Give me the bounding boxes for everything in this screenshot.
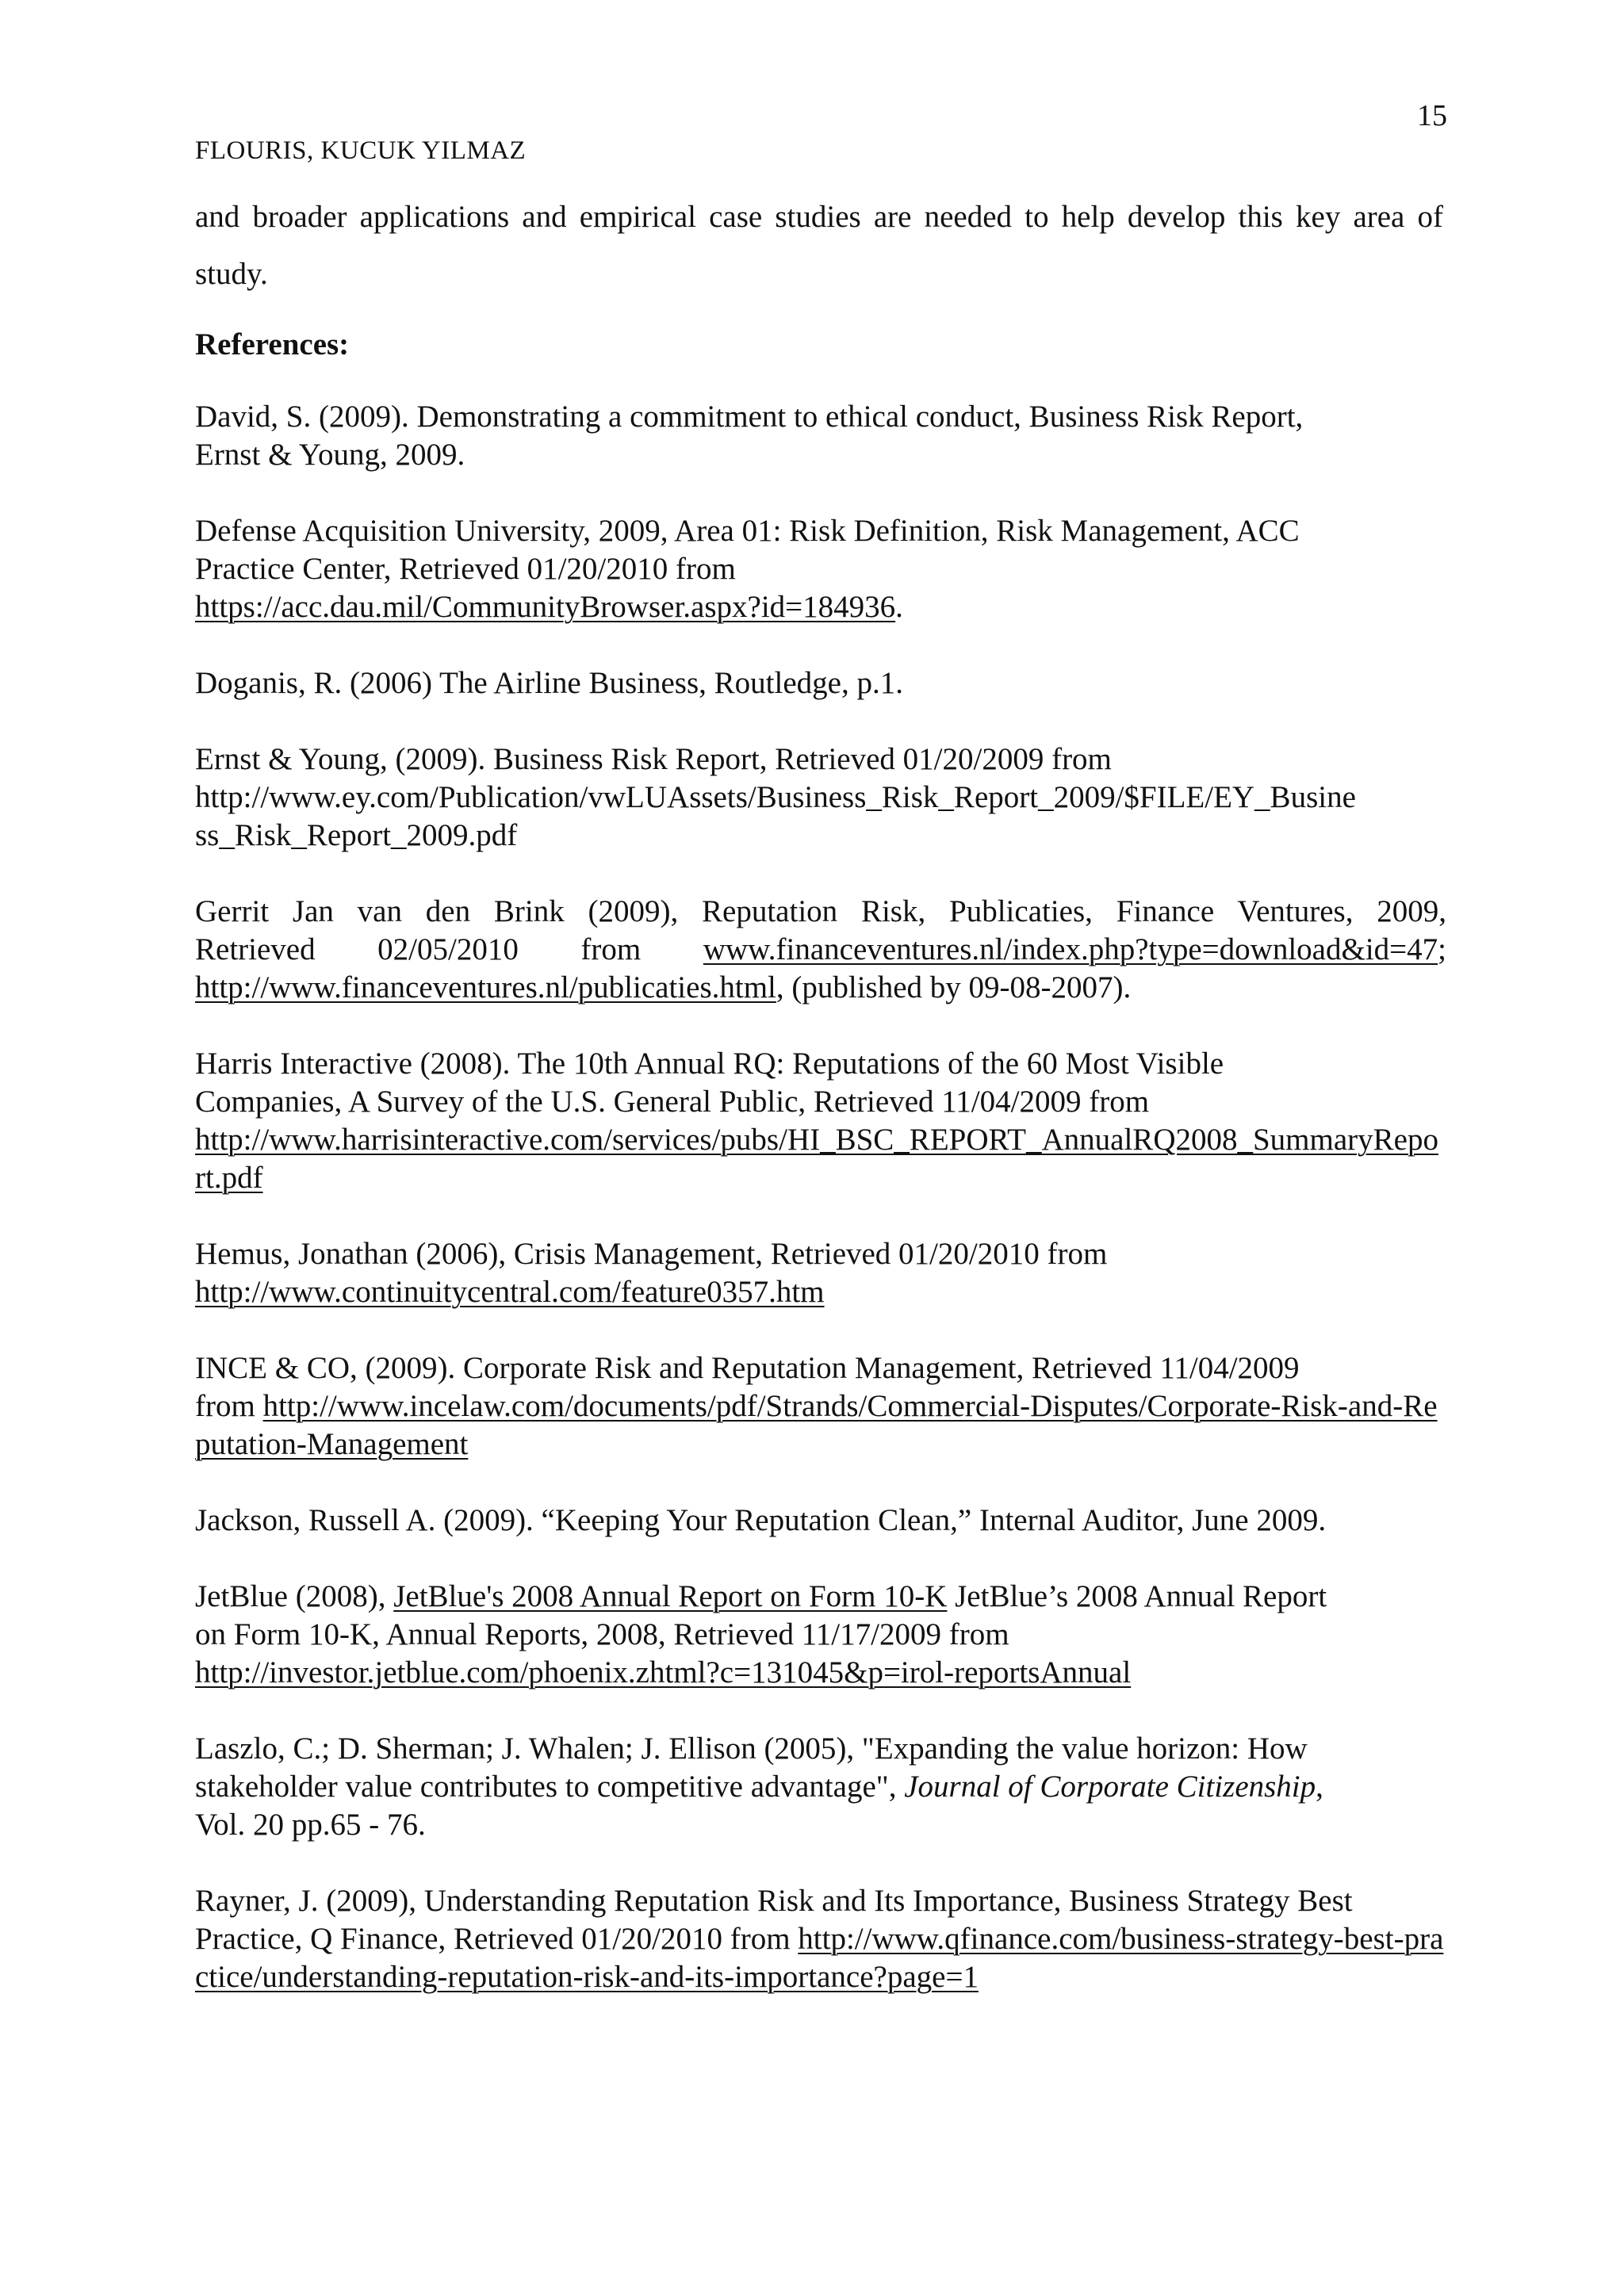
references-heading: References: (195, 327, 350, 362)
reference-brink-sep: ; (1438, 932, 1446, 966)
intro-paragraph: and broader applications and empirical case studies are needed to help develop this key area of study. (195, 200, 1443, 291)
reference-jetblue-link2[interactable]: http://investor.jetblue.com/phoenix.zhtml?c=131045&p=irol-reportsAnnual (195, 1655, 1132, 1689)
reference-brink-link2[interactable]: http://www.financeventures.nl/publicaties.html (195, 970, 776, 1004)
reference-ince (195, 1349, 1446, 1464)
reference-ince-link[interactable]: http://www.incelaw.com/documents/pdf/Strands/Commercial-Disputes/Corporate-Risk-and-Reputation-Management (195, 1389, 1438, 1461)
reference-brink-line3 (195, 969, 1446, 1007)
reference-dau-after: . (895, 590, 903, 624)
page-number: 15 (1417, 99, 1447, 132)
reference-brink-retrieved: Retrieved 02/05/2010 from (195, 932, 642, 966)
reference-brink (195, 893, 1446, 1007)
reference-jetblue-link1[interactable]: JetBlue's 2008 Annual Report on Form 10-K (393, 1579, 948, 1613)
reference-jackson-text: Jackson, Russell A. (2009). “Keeping Your Reputation Clean,” Internal Auditor, June 2009. (195, 1503, 1327, 1537)
reference-hemus-link[interactable]: http://www.continuitycentral.com/feature0357.htm (195, 1275, 825, 1309)
reference-jetblue-text: JetBlue (2008), (195, 1579, 394, 1613)
reference-david (195, 398, 1446, 474)
reference-rayner-text: Rayner, J. (2009), Understanding Reputation Risk and Its Importance, Business Strategy Best Practice, Q Finance, Retrieved 01/20/2010 from (195, 1884, 1353, 1956)
reference-jackson (195, 1502, 1446, 1540)
reference-ey-text: Ernst & Young, (2009). Business Risk Report, Retrieved 01/20/2009 from http://www.ey.com/Publication/vwLUAssets/Business_Risk_Report_2009/$FILE/EY_Busine ss_Risk_Report_2009.pdf (195, 742, 1356, 852)
reference-hemus (195, 1235, 1446, 1311)
reference-dau-text: Defense Acquisition University, 2009, Area 01: Risk Definition, Risk Management, ACC Practice Center, Retrieved 01/20/2010 from (195, 514, 1300, 586)
reference-ince-text: INCE & CO, (2009). Corporate Risk and Reputation Management, Retrieved 11/04/2009 from (195, 1351, 1300, 1423)
reference-hemus-text: Hemus, Jonathan (2006), Crisis Management, Retrieved 01/20/2010 from (195, 1237, 1108, 1271)
reference-doganis-text: Doganis, R. (2006) The Airline Business, Routledge, p.1. (195, 666, 903, 700)
reference-brink-link1[interactable]: www.financeventures.nl/index.php?type=download&id=47 (703, 932, 1438, 966)
reference-dau-link[interactable]: https://acc.dau.mil/CommunityBrowser.aspx?id=184936 (195, 590, 896, 624)
reference-rayner-link[interactable]: http://www.qfinance.com/business-strategy-best-practice/understanding-reputation-risk-and-its-importance?page=1 (195, 1922, 1444, 1994)
reference-david-text: David, S. (2009). Demonstrating a commitment to ethical conduct, Business Risk Report, Ernst & Young, 2009. (195, 400, 1304, 472)
reference-brink-line1: Gerrit Jan van den Brink (2009), Reputation Risk, Publicaties, Finance Ventures, 2009, (195, 894, 1446, 928)
reference-laszlo-after: , Vol. 20 pp.65 - 76. (195, 1770, 1323, 1842)
reference-ey (195, 740, 1446, 855)
reference-doganis (195, 664, 1446, 702)
reference-harris-link[interactable]: http://www.harrisinteractive.com/services/pubs/HI_BSC_REPORT_AnnualRQ2008_SummaryReport.pdf (195, 1123, 1438, 1195)
reference-laszlo (195, 1730, 1446, 1844)
reference-harris-text: Harris Interactive (2008). The 10th Annual RQ: Reputations of the 60 Most Visible Companies, A Survey of the U.S. General Public, Retrieved 11/04/2009 from (195, 1047, 1224, 1119)
reference-dau (195, 512, 1446, 626)
reference-harris (195, 1045, 1446, 1197)
reference-laszlo-journal: Journal of Corporate Citizenship (904, 1770, 1316, 1804)
references-list (195, 398, 1446, 2034)
running-head: FLOURIS, KUCUK YILMAZ (195, 136, 527, 165)
reference-brink-after: , (published by 09-08-2007). (776, 970, 1132, 1004)
reference-jetblue-middle: JetBlue’s 2008 Annual Report on Form 10-K, Annual Reports, 2008, Retrieved 11/17/2009 from (195, 1579, 1327, 1651)
reference-jetblue (195, 1578, 1446, 1692)
reference-brink-line2 (195, 931, 1446, 969)
reference-rayner (195, 1882, 1446, 1996)
reference-laszlo-text: Laszlo, C.; D. Sherman; J. Whalen; J. Ellison (2005), "Expanding the value horizon: How stakeholder value contributes to competitive advantage", (195, 1732, 1308, 1804)
